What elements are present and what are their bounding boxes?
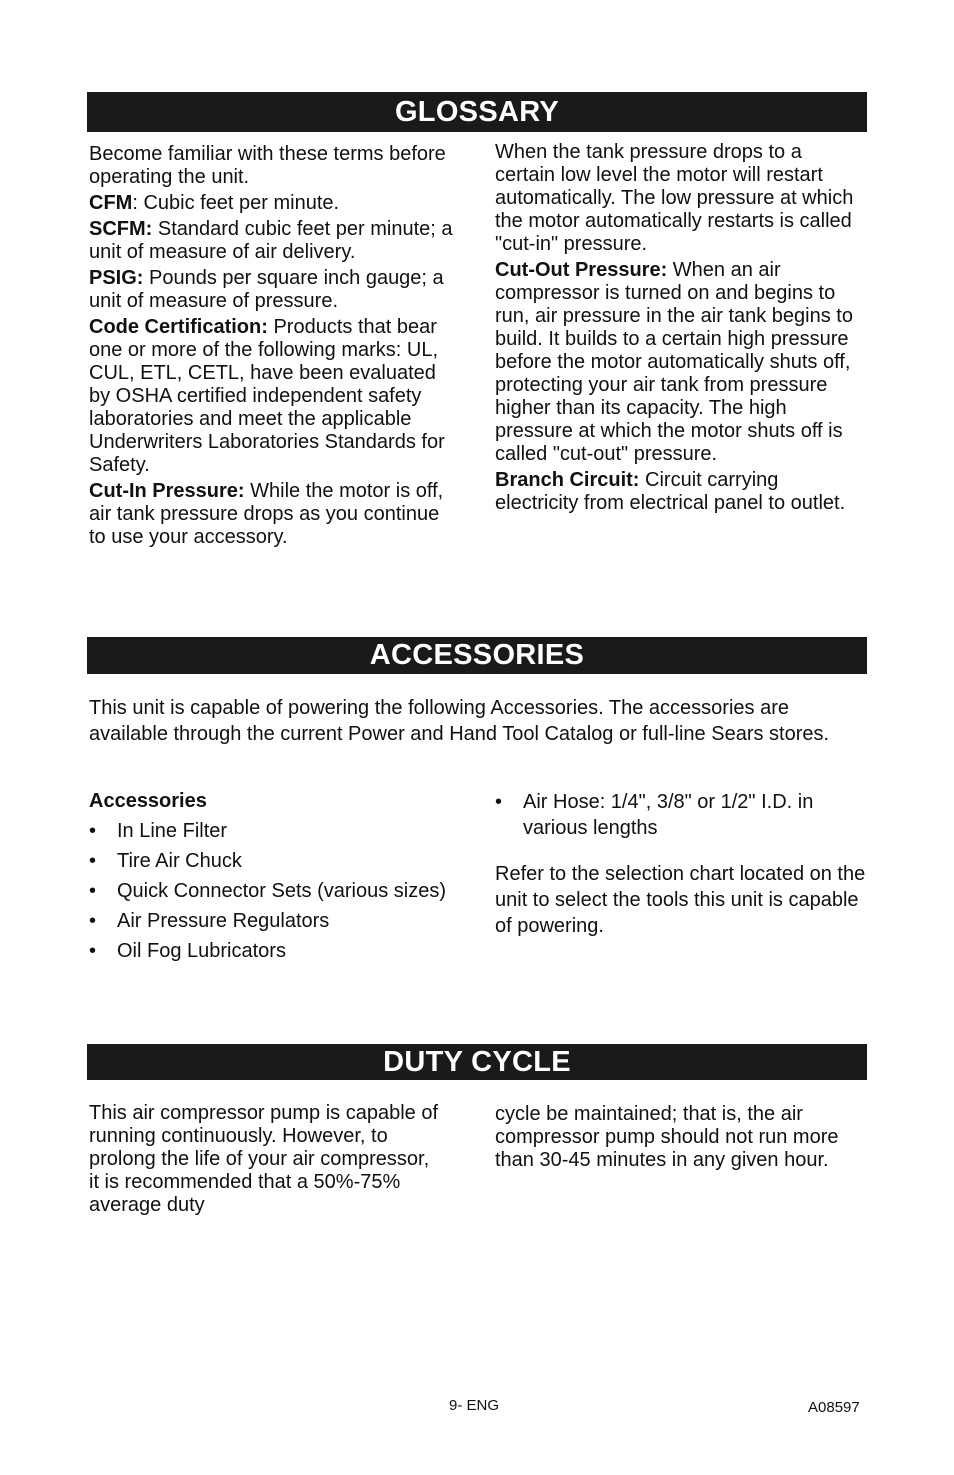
glossary-cfm: CFM: Cubic feet per minute. — [89, 192, 340, 214]
accessories-intro: This unit is capable of powering the following Accessories. The accessories are available through the current Power and Hand Tool Catalog or full-line Sears stores. — [89, 697, 830, 745]
accessories-heading: ACCESSORIES — [87, 637, 867, 674]
accessories-right-list — [495, 789, 867, 939]
accessories-refer-text: Refer to the selection chart located on the unit to select the tools this unit is capable of powering. — [495, 863, 866, 937]
accessories-list-title: Accessories — [89, 790, 207, 812]
accessories-left-list — [89, 788, 469, 968]
page-number: 9- ENG — [449, 1397, 500, 1414]
list-item: • Air Pressure Regulators — [89, 910, 330, 932]
glossary-code-certification: Code Certification: Products that bear one or more of the following marks: UL, CUL, ETL, CETL, have been evaluated by OSHA certified independent safety laboratories and meet the applicable Underwriters Laboratories Standards for Safety. — [89, 316, 445, 476]
glossary-cut-in-pressure: Cut-In Pressure: While the motor is off, air tank pressure drops as you continue to use your accessory. — [89, 480, 444, 548]
list-item: • In Line Filter — [89, 820, 228, 842]
document-code: A08597 — [808, 1399, 860, 1416]
glossary-intro: Become familiar with these terms before operating the unit. — [89, 143, 446, 188]
duty-cycle-left-text: This air compressor pump is capable of running continuously. However, to prolong the life of your air compressor, it is recommended that a 50%-75% average duty — [89, 1102, 439, 1216]
glossary-left-column — [89, 143, 459, 552]
list-item: • Air Hose: 1/4", 3/8" or 1/2" I.D. in various lengths — [495, 791, 814, 839]
glossary-cut-in-continued: When the tank pressure drops to a certain low level the motor will restart automatically. The low pressure at which the motor automatically restarts is called "cut-in" pressure. — [495, 141, 854, 255]
glossary-scfm: SCFM: Standard cubic feet per minute; a unit of measure of air delivery. — [89, 218, 453, 263]
glossary-cut-out-pressure: Cut-Out Pressure: When an air compressor is turned on and begins to run, air pressure in the air tank begins to build. It builds to a certain high pressure before the motor automatically shuts off, protecting your air tank from pressure higher than its capacity. The high pressure at which the motor shuts off is called "cut-out" pressure. — [495, 259, 853, 465]
list-item: • Oil Fog Lubricators — [89, 940, 286, 962]
glossary-right-column — [495, 141, 867, 518]
duty-cycle-right-text: cycle be maintained; that is, the air compressor pump should not run more than 30-45 minutes in any given hour. — [495, 1103, 839, 1171]
list-item: • Tire Air Chuck — [89, 850, 242, 872]
glossary-heading: GLOSSARY — [87, 92, 867, 132]
glossary-branch-circuit: Branch Circuit: Circuit carrying electricity from electrical panel to outlet. — [495, 469, 846, 514]
glossary-psig: PSIG: Pounds per square inch gauge; a unit of measure of pressure. — [89, 267, 444, 312]
duty-cycle-heading: DUTY CYCLE — [87, 1044, 867, 1080]
list-item: • Quick Connector Sets (various sizes) — [89, 880, 447, 902]
